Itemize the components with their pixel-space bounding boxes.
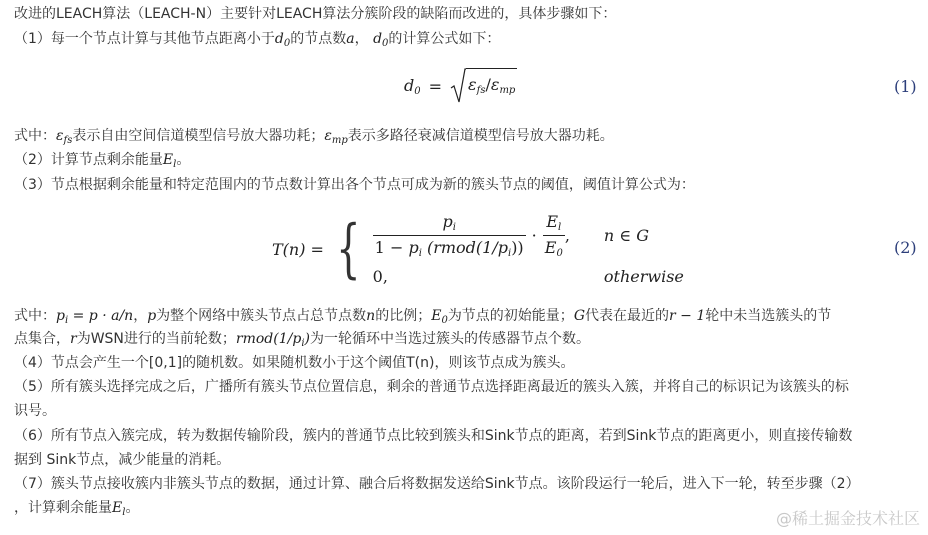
equation-2: T(n) = { $\frac{p_i}{1 - p_i (rmod(1/p_i))}$ · $\frac{E_l}{E_0}$ , n ∈ G 0, otherwise [272,212,684,286]
step-1-suffix: 的计算公式如下： [388,31,501,47]
step-6-line-1: （6）所有节点入簇完成，转为数据传输阶段，簇内的普通节点比较到簇头和Sink节点的距离，若到Sink节点的距离更小，则直接传输数 [14,428,853,444]
step-2-line: （2）计算节点剩余能量$E_l$。 [14,152,191,170]
step-7-line-2: ，计算剩余能量$E_l$。 [14,500,140,518]
step-5-line-1: （5）所有簇头选择完成之后，广播所有簇头节点位置信息，剩余的普通节点选择距离最近的簇头入簇，并将自己的标识记为该簇头的标 [14,379,849,395]
intro-text: 改进的LEACH算法（LEACH-N）主要针对LEACH算法分簇阶段的缺陷而改进的，具体步骤如下： [14,6,617,22]
step-1-prefix: （1）每一个节点计算与其他节点距离小于 [14,31,275,47]
var-a: a [346,31,355,47]
step-1-mid2: ， [354,31,369,47]
case-1-expression: $\frac{p_i}{1 - p_i (rmod(1/p_i))}$ · $\frac{E_l}{E_0}$ , [374,212,570,259]
case-2-expression: 0, [372,267,388,286]
watermark: @稀土掘金技术社区 [775,509,920,528]
step-5-line-2: 识号。 [14,403,56,419]
case-2-condition: otherwise [603,267,684,286]
sqrt-symbol: $\varepsilon_{fs}/\varepsilon_{mp}$ [450,68,517,104]
eq2-description-line-2: 点集合，r为WSN进行的当前轮数；$rmod(1/p_i)$为一轮循环中当选过簇头的传感器节点个数。 [14,331,590,349]
case-1-condition: n ∈ G [603,226,650,245]
var-d0: $d_0$ [274,31,291,49]
equation-2-number: (2) [894,238,917,257]
step-1-line [14,29,500,54]
var-d0-2: $d_0$ [373,31,389,49]
var-El: $E_l$ [162,152,177,170]
intro-paragraph [14,4,616,24]
left-brace: { [336,212,361,286]
step-4-line: （4）节点会产生一个[0,1]的随机数。如果随机数小于这个阈值T(n)，则该节点成为簇头。 [14,355,575,371]
step-3-line: （3）节点根据剩余能量和特定范围内的节点数计算出各个节点可成为新的簇头节点的阈值，阈值计算公式为： [14,177,695,193]
step-6-line-2: 据到 Sink节点，减少能量的消耗。 [14,452,231,468]
eq2-description-line-1: 式中：$p_i = p \cdot a/n$，p为整个网络中簇头节点占总节点数n的比例；$E_0$为节点的初始能量；G代表在最近的r − 1轮中未当选簇头的节 [14,308,832,326]
step-7-line-1: （7）簇头节点接收簇内非簇头节点的数据，通过计算、融合后将数据发送给Sink节点。该阶段运行一轮后，进入下一轮，转至步骤（2） [14,476,860,492]
equation-1: $d_0$ = $\varepsilon_{fs}/\varepsilon_{mp}$ [404,66,517,106]
eq1-description: 式中：$\varepsilon_{fs}$表示自由空间信道模型信号放大器功耗；$\varepsilon_{mp}$表示多路径衰减信道模型信号放大器功耗。 [14,128,614,146]
equation-1-number: (1) [894,77,917,96]
radical-icon [450,68,466,104]
step-1-mid1: 的节点数 [290,31,347,47]
